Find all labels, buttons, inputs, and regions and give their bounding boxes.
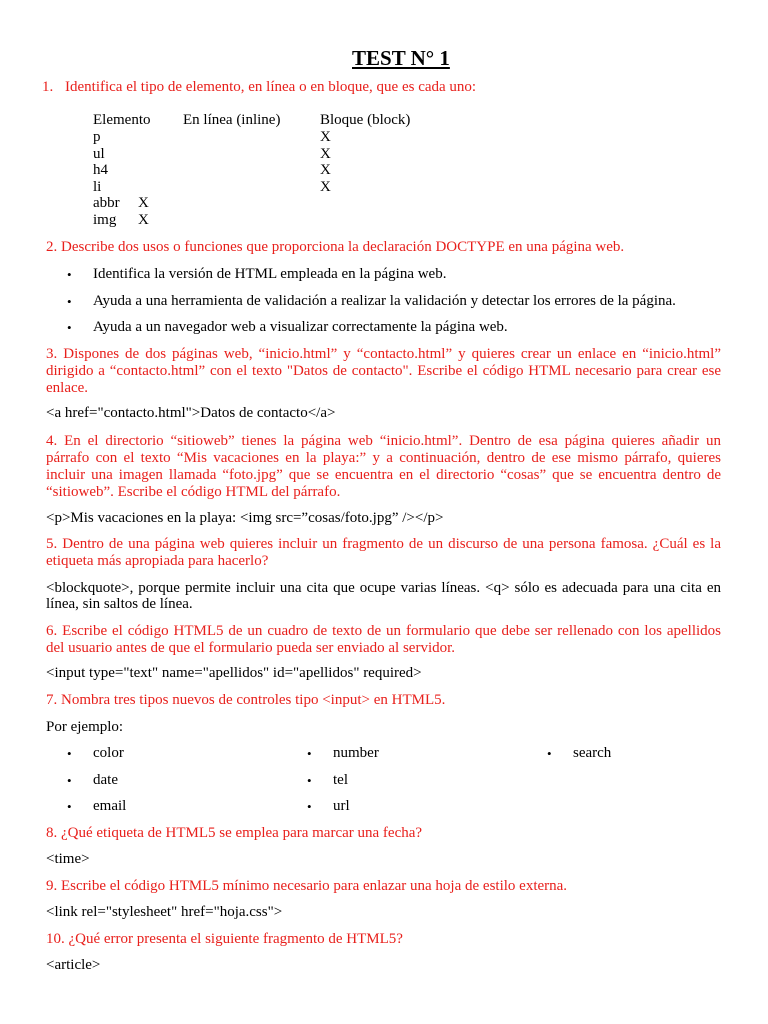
examples-intro: Por ejemplo: <box>46 719 124 735</box>
question-4-line: “sitioweb”. Escribe el código HTML del párrafo. <box>46 484 341 500</box>
question-9-text: 9. Escribe el código HTML5 mínimo necesario para enlazar una hoja de estilo externa. <box>46 878 568 894</box>
table-cell-element: h4 <box>93 162 108 178</box>
table-cell-element: abbr <box>93 195 120 211</box>
table-cell-block: X <box>320 179 331 195</box>
table-cell-element: li <box>93 179 102 195</box>
table-cell-element: p <box>93 129 101 145</box>
answer-10: <article> <box>46 957 101 973</box>
question-1-number: 1. <box>42 79 54 95</box>
question-5-line: 5. Dentro de una página web quieres incluir un fragmento de un discurso de una persona famosa. ¿Cuál es la <box>46 536 721 552</box>
question-5-line: etiqueta más apropiada para hacerlo? <box>46 553 269 569</box>
question-2-text: 2. Describe dos usos o funciones que proporciona la declaración DOCTYPE en una página web. <box>46 239 625 255</box>
list-item: • tel <box>333 772 348 789</box>
question-8-text: 8. ¿Qué etiqueta de HTML5 se emplea para marcar una fecha? <box>46 825 423 841</box>
list-item: • color <box>93 745 124 762</box>
answer-4: <p>Mis vacaciones en la playa: <img src=”cosas/foto.jpg” /></p> <box>46 510 444 526</box>
question-3-line: enlace. <box>46 380 89 396</box>
list-item: • url <box>333 798 350 815</box>
question-3-line: 3. Dispones de dos páginas web, “inicio.html” y “contacto.html” y quieres crear un enlace en “inicio.html” <box>46 346 721 362</box>
answer-6: <input type="text" name="apellidos" id="apellidos" required> <box>46 665 422 681</box>
list-item: • date <box>93 772 118 789</box>
table-header-element: Elemento <box>93 112 151 128</box>
list-item: • Ayuda a una herramienta de validación a realizar la validación y detectar los errores de la página. <box>93 293 676 310</box>
table-cell-inline: X <box>138 212 149 228</box>
question-3-line: dirigido a “contacto.html” con el texto "Datos de contacto". Escribe el código HTML necesario para crear ese <box>46 363 721 379</box>
answer-3: <a href="contacto.html">Datos de contacto</a> <box>46 405 336 421</box>
answer-5-line: línea, sin saltos de línea. <box>46 596 193 612</box>
answer-8: <time> <box>46 851 90 867</box>
answer-9: <link rel="stylesheet" href="hoja.css"> <box>46 904 283 920</box>
question-10-text: 10. ¿Qué error presenta el siguiente fragmento de HTML5? <box>46 931 403 947</box>
list-item: • number <box>333 745 379 762</box>
question-4-line: 4. En el directorio “sitioweb” tienes la página web “inicio.html”. Dentro de esa página quieres añadir un <box>46 433 721 449</box>
page-title: TEST N° 1 <box>352 46 450 70</box>
list-item: • email <box>93 798 126 815</box>
list-item: • search <box>573 745 611 762</box>
question-7-text: 7. Nombra tres tipos nuevos de controles tipo <input> en HTML5. <box>46 692 446 708</box>
answer-5-line: <blockquote>, porque permite incluir una cita que ocupe varias líneas. <q> sólo es adecuada para una cita en <box>46 580 721 596</box>
question-6-line: del usuario antes de que el formulario pueda ser enviado al servidor. <box>46 640 456 656</box>
question-1-text: Identifica el tipo de elemento, en línea o en bloque, que es cada uno: <box>65 79 477 95</box>
table-cell-element: ul <box>93 146 105 162</box>
question-4-line: incluir una imagen llamada “foto.jpg” que se encuentra en el directorio “cosas” que se encuentra dentro de <box>46 467 721 483</box>
question-4-line: párrafo con el texto “Mis vacaciones en la playa:” y a continuación, dentro de ese mismo párrafo, quieres <box>46 450 721 466</box>
list-item: • Identifica la versión de HTML empleada en la página web. <box>93 266 446 283</box>
table-header-inline: En línea (inline) <box>183 112 281 128</box>
table-cell-inline: X <box>138 195 149 211</box>
question-6-line: 6. Escribe el código HTML5 de un cuadro de texto de un formulario que debe ser rellenado con los apellidos <box>46 623 721 639</box>
table-cell-element: img <box>93 212 117 228</box>
table-header-block: Bloque (block) <box>320 112 411 128</box>
list-item: • Ayuda a un navegador web a visualizar correctamente la página web. <box>93 319 508 336</box>
table-cell-block: X <box>320 162 331 178</box>
table-cell-block: X <box>320 146 331 162</box>
table-cell-block: X <box>320 129 331 145</box>
